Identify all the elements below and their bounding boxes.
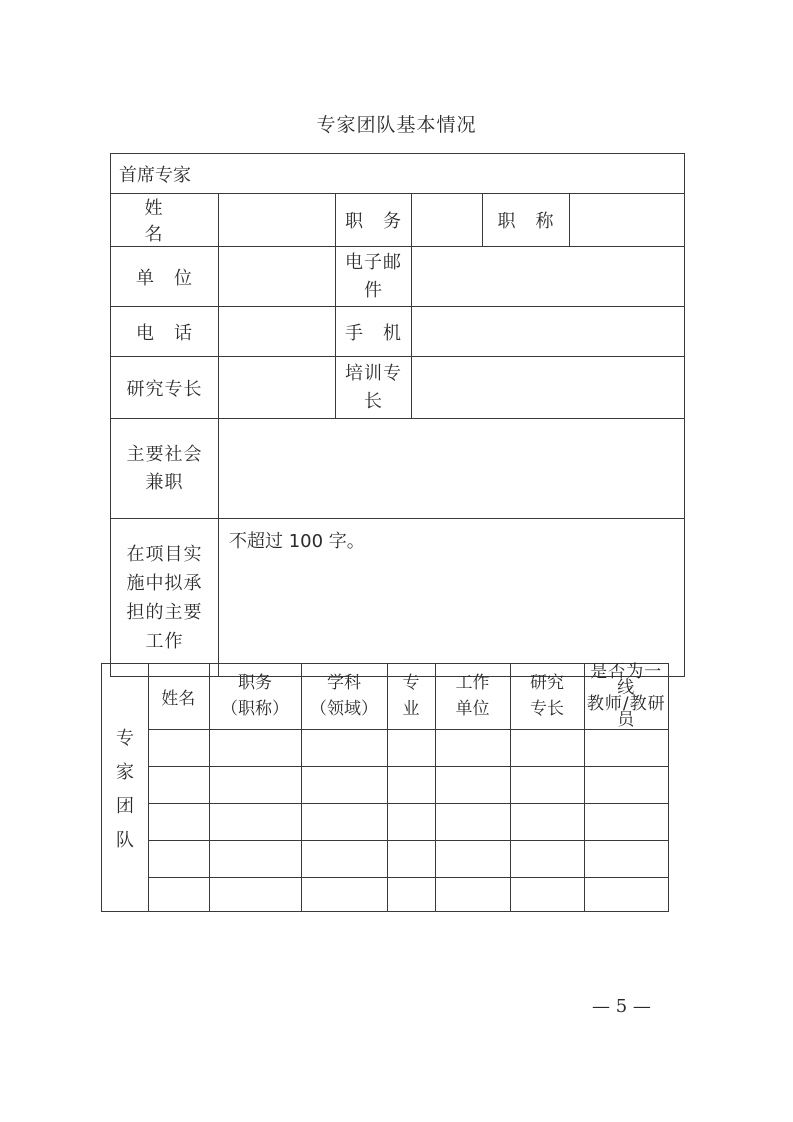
table-cell[interactable] <box>510 766 584 803</box>
table-cell[interactable] <box>209 729 301 766</box>
table-cell[interactable] <box>301 803 387 840</box>
work-label-line3: 担的主要 <box>126 601 203 623</box>
social-field[interactable] <box>219 419 685 519</box>
training-label-line2: 长 <box>364 390 383 412</box>
email-field[interactable] <box>412 247 685 307</box>
table-cell[interactable] <box>148 766 209 803</box>
research-label: 研究专长 <box>111 357 219 419</box>
col-teacher-line1: 是否为一线 <box>590 662 663 699</box>
table-cell[interactable] <box>301 840 387 877</box>
work-label-line2: 施中拟承 <box>126 572 203 594</box>
training-field[interactable] <box>412 357 685 419</box>
table-cell[interactable] <box>584 803 668 840</box>
chief-expert-header: 首席专家 <box>111 154 685 194</box>
table-cell[interactable] <box>301 877 387 911</box>
table-cell[interactable] <box>435 877 510 911</box>
table-cell[interactable] <box>209 766 301 803</box>
col-subject-line2: （领域） <box>310 699 378 720</box>
page-title: 专家团队基本情况 <box>316 114 477 136</box>
work-label <box>111 519 219 677</box>
table-cell[interactable] <box>387 840 435 877</box>
unit-label: 单 位 <box>111 247 219 307</box>
work-field[interactable] <box>219 519 685 677</box>
team-side-label <box>102 664 149 911</box>
phone-label: 电 话 <box>111 307 219 357</box>
table-cell[interactable] <box>435 803 510 840</box>
table-cell[interactable] <box>301 766 387 803</box>
mobile-label: 手 机 <box>336 307 412 357</box>
social-label <box>111 419 219 519</box>
table-cell[interactable] <box>148 729 209 766</box>
col-subject <box>301 664 387 729</box>
col-unit <box>435 664 510 729</box>
table-cell[interactable] <box>584 877 668 911</box>
table-cell[interactable] <box>510 803 584 840</box>
name-label: 姓 名 <box>111 194 219 247</box>
col-major-line2: 业 <box>402 699 420 720</box>
table-cell[interactable] <box>510 840 584 877</box>
rank-label: 职 称 <box>483 194 570 247</box>
col-subject-line1: 学科 <box>327 673 361 694</box>
table-cell[interactable] <box>435 729 510 766</box>
table-row <box>148 803 668 840</box>
social-label-line2: 兼职 <box>145 471 184 493</box>
table-row <box>148 840 668 877</box>
table-cell[interactable] <box>148 877 209 911</box>
table-cell[interactable] <box>301 729 387 766</box>
table-cell[interactable] <box>387 803 435 840</box>
table-cell[interactable] <box>209 877 301 911</box>
table-cell[interactable] <box>584 766 668 803</box>
training-label-line1: 培训专 <box>345 362 402 384</box>
table-cell[interactable] <box>148 840 209 877</box>
phone-field[interactable] <box>219 307 336 357</box>
col-teacher-line2: 教师/教研员 <box>586 694 666 731</box>
table-cell[interactable] <box>387 766 435 803</box>
col-unit-line2: 单位 <box>455 699 490 720</box>
col-position-line1: 职务 <box>238 673 272 694</box>
col-research <box>510 664 584 729</box>
research-field[interactable] <box>219 357 336 419</box>
table-row <box>148 766 668 803</box>
page-number: — 5 — <box>592 996 651 1017</box>
table-cell[interactable] <box>387 729 435 766</box>
table-row <box>148 729 668 766</box>
rank-field[interactable] <box>570 194 685 247</box>
name-field[interactable] <box>219 194 336 247</box>
team-section <box>101 663 669 912</box>
table-cell[interactable] <box>148 803 209 840</box>
email-label <box>336 247 412 307</box>
col-unit-line1: 工作 <box>455 673 490 694</box>
table-cell[interactable] <box>435 840 510 877</box>
table-cell[interactable] <box>584 729 668 766</box>
email-label-line1: 电子邮 <box>345 251 402 273</box>
team-side-char-4: 队 <box>116 830 134 851</box>
position-label: 职 务 <box>336 194 412 247</box>
col-position-line2: （职称） <box>221 699 289 720</box>
team-side-char-3: 团 <box>116 796 134 817</box>
table-cell[interactable] <box>435 766 510 803</box>
work-label-line4: 工作 <box>145 630 184 652</box>
table-cell[interactable] <box>584 840 668 877</box>
team-side-char-2: 家 <box>116 762 134 783</box>
chief-expert-form <box>110 153 684 677</box>
col-name: 姓名 <box>148 664 209 729</box>
col-teacher <box>584 664 668 729</box>
col-research-line2: 专长 <box>530 699 564 720</box>
col-research-line1: 研究 <box>530 673 564 694</box>
unit-field[interactable] <box>219 247 336 307</box>
table-cell[interactable] <box>387 877 435 911</box>
table-row <box>148 877 668 911</box>
col-major-line1: 专 <box>402 673 420 694</box>
table-cell[interactable] <box>209 803 301 840</box>
col-major <box>387 664 435 729</box>
table-cell[interactable] <box>209 840 301 877</box>
social-label-line1: 主要社会 <box>126 443 203 465</box>
chief-expert-table <box>110 153 685 677</box>
team-side-char-1: 专 <box>116 728 134 749</box>
work-hint: 不超过 100 字。 <box>229 531 365 552</box>
mobile-field[interactable] <box>412 307 685 357</box>
table-cell[interactable] <box>510 729 584 766</box>
training-label <box>336 357 412 419</box>
position-field[interactable] <box>412 194 483 247</box>
work-label-line1: 在项目实 <box>126 543 203 565</box>
col-position <box>209 664 301 729</box>
table-cell[interactable] <box>510 877 584 911</box>
team-table <box>148 664 668 911</box>
email-label-line2: 件 <box>364 279 383 301</box>
